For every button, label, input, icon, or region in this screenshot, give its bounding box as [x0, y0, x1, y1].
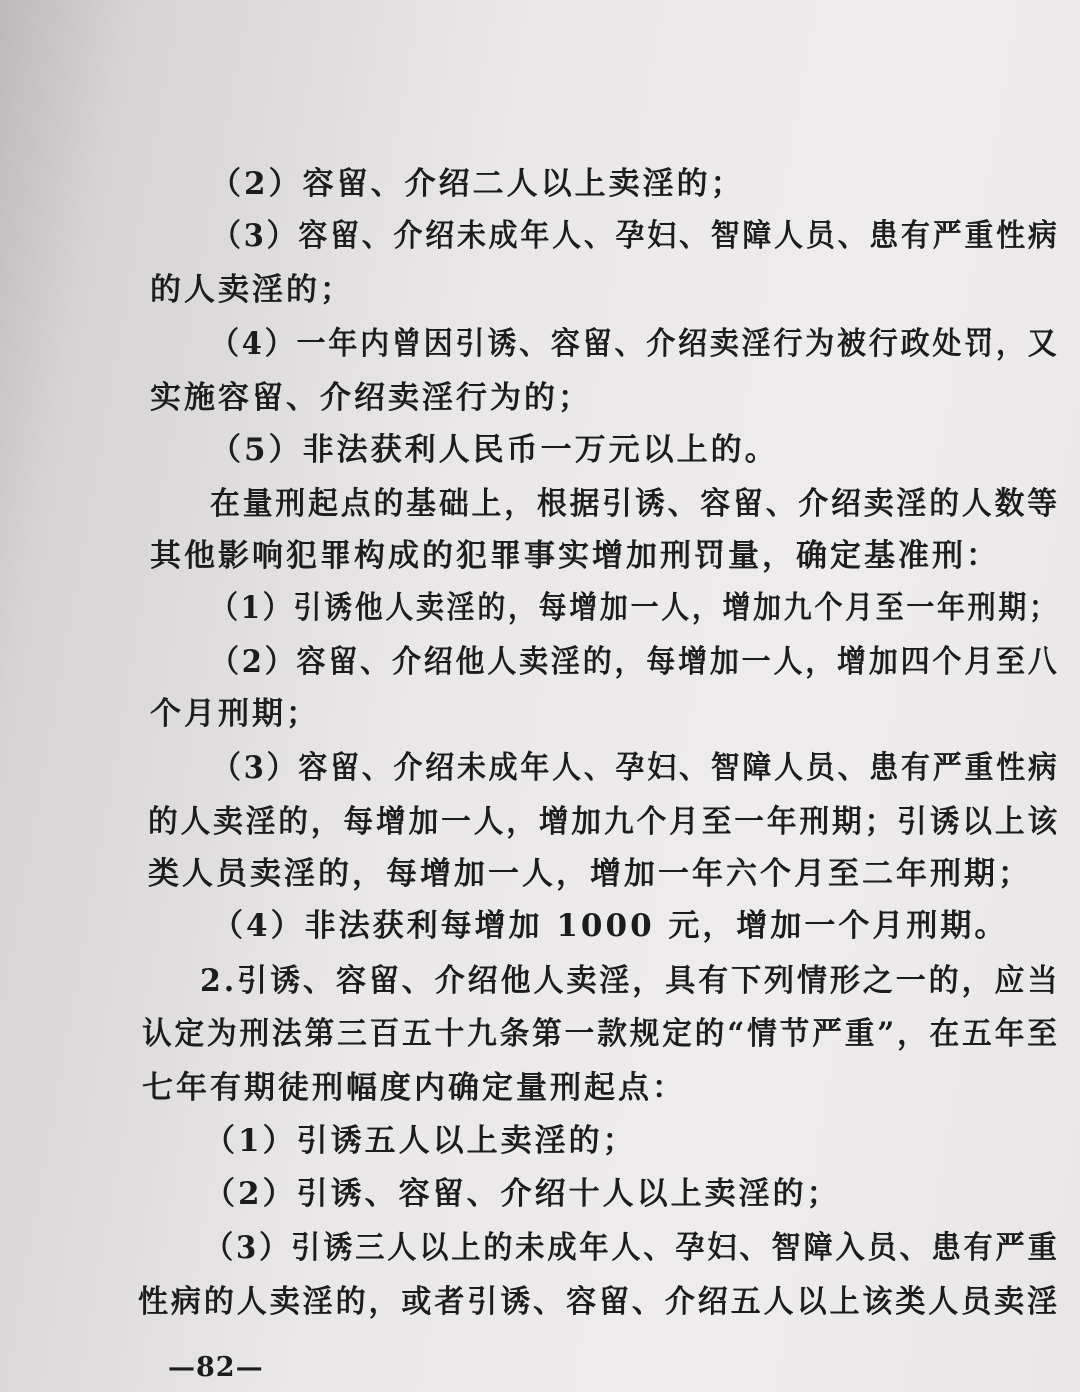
text-line-11: 个月刑期；: [150, 696, 320, 732]
text-line-12: （3）容留、介绍未成年人、孕妇、智障人员、患有严重性病: [212, 750, 1060, 786]
text-line-8: 其他影响犯罪构成的犯罪事实增加刑罚量，确定基准刑：: [150, 538, 1000, 574]
text-line-19: （1）引诱五人以上卖淫的；: [204, 1123, 637, 1159]
text-line-7: 在量刑起点的基础上，根据引诱、容留、介绍卖淫的人数等: [210, 486, 1060, 522]
text-line-14: 类人员卖淫的，每增加一人，增加一年六个月至二年刑期；: [148, 856, 1032, 892]
text-line-17: 认定为刑法第三百五十九条第一款规定的“情节严重”，在五年至: [142, 1016, 1060, 1052]
text-line-4: （4）一年内曾因引诱、容留、介绍卖淫行为被行政处罚，又: [210, 326, 1060, 362]
text-line-9: （1）引诱他人卖淫的，每增加一人，增加九个月至一年刑期；: [210, 590, 1060, 626]
page-number: —82—: [168, 1352, 264, 1383]
text-line-16: 2.引诱、容留、介绍他人卖淫，具有下列情形之一的，应当: [200, 963, 1061, 999]
text-line-18: 七年有期徒刑幅度内确定量刑起点：: [142, 1070, 686, 1106]
text-line-13: 的人卖淫的，每增加一人，增加九个月至一年刑期；引诱以上该: [148, 804, 1061, 840]
text-line-5: 实施容留、介绍卖淫行为的；: [150, 380, 592, 416]
text-line-10: （2）容留、介绍他人卖淫的，每增加一人，增加四个月至八: [210, 644, 1060, 680]
text-line-6: （5）非法获利人民币一万元以上的。: [210, 432, 779, 468]
text-line-22: 性病的人卖淫的，或者引诱、容留、介绍五人以上该类人员卖淫: [138, 1284, 1061, 1320]
text-line-20: （2）引诱、容留、介绍十人以上卖淫的；: [204, 1176, 841, 1212]
text-line-1: （2）容留、介绍二人以上卖淫的；: [210, 166, 745, 202]
text-line-15: （4）非法获利每增加 1000 元，增加一个月刑期。: [212, 908, 1009, 944]
text-line-2: （3）容留、介绍未成年人、孕妇、智障人员、患有严重性病: [212, 218, 1060, 254]
text-line-21: （3）引诱三人以上的未成年人、孕妇、智障入员、患有严重: [204, 1230, 1060, 1266]
text-line-3: 的人卖淫的；: [150, 272, 354, 308]
